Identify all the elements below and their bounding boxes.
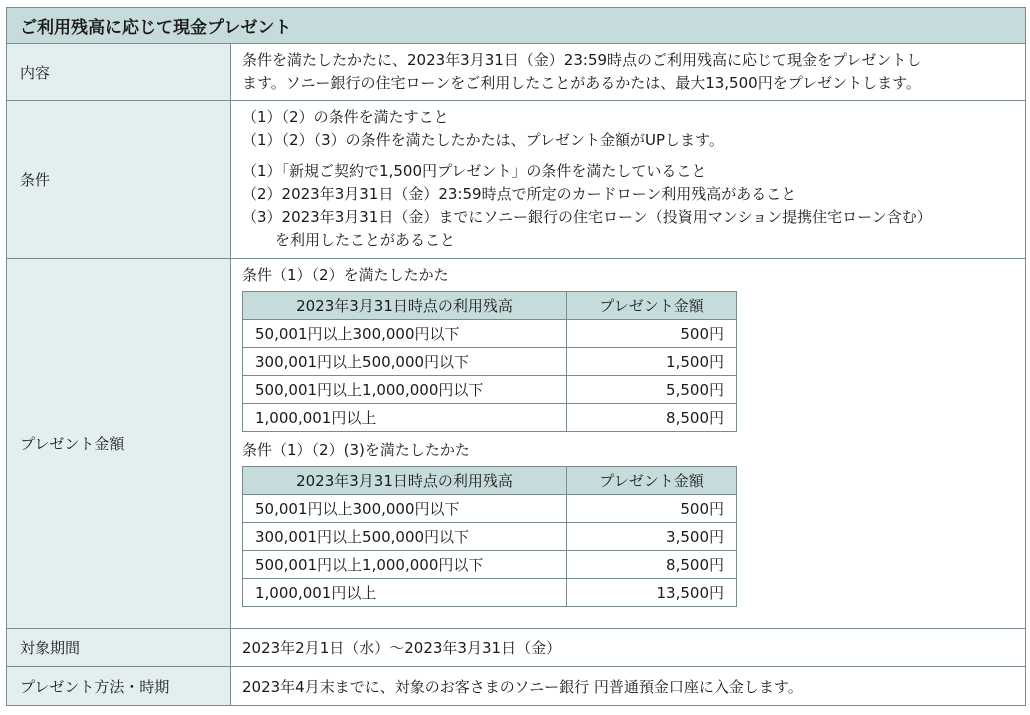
amount-cell: 8,500円 <box>567 551 737 579</box>
row-label-method: プレゼント方法・時期 <box>7 667 231 705</box>
amount-table-2-header-amount: プレゼント金額 <box>567 467 737 495</box>
amount-table-2-header-balance: 2023年3月31日時点の利用残高 <box>243 467 567 495</box>
condition-item-3-cont: を利用したことがあること <box>275 231 456 249</box>
balance-cell: 300,001円以上500,000円以下 <box>243 523 567 551</box>
table-title: ご利用残高に応じて現金プレゼント <box>7 8 1025 44</box>
content-line-2: ます。ソニー銀行の住宅ローンをご利用したことがあるかたは、最大13,500円をプレゼントします。 <box>242 74 921 92</box>
row-value-conditions <box>231 101 1025 258</box>
row-label-period: 対象期間 <box>7 629 231 666</box>
table-row <box>243 551 737 579</box>
conditions-intro-2: （1）（2）（3）の条件を満たしたかたは、プレゼント金額がUPします。 <box>242 131 724 149</box>
amount-cell: 5,500円 <box>567 376 737 404</box>
amount-cell: 500円 <box>567 495 737 523</box>
balance-cell: 50,001円以上300,000円以下 <box>243 320 567 348</box>
amount-cell: 8,500円 <box>567 404 737 432</box>
row-label-amount: プレゼント金額 <box>7 259 231 628</box>
period-text: 2023年2月1日（水）～2023年3月31日（金） <box>242 639 562 657</box>
condition-item-2: （2）2023年3月31日（金）23:59時点で所定のカードローン利用残高があること <box>242 185 797 203</box>
row-value-method <box>231 667 1025 705</box>
amount-cell: 500円 <box>567 320 737 348</box>
amount-table-1 <box>242 291 737 432</box>
amount-table-1-caption: 条件（1）（2）を満たしたかた <box>242 266 449 284</box>
row-value-content <box>231 44 1025 100</box>
table-row <box>243 320 737 348</box>
balance-cell: 500,001円以上1,000,000円以下 <box>243 551 567 579</box>
campaign-table <box>6 7 1026 706</box>
row-value-amount <box>231 259 1025 628</box>
balance-cell: 300,001円以上500,000円以下 <box>243 348 567 376</box>
amount-table-2-caption: 条件（1）（2）(3)を満たしたかた <box>242 441 470 459</box>
content-line-1: 条件を満たしたかたに、2023年3月31日（金）23:59時点のご利用残高に応じて現金をプレゼントし <box>242 51 922 69</box>
amount-cell: 13,500円 <box>567 579 737 607</box>
amount-cell: 1,500円 <box>567 348 737 376</box>
condition-item-3: （3）2023年3月31日（金）までにソニー銀行の住宅ローン（投資用マンション提携住宅ローン含む） <box>242 208 932 226</box>
amount-cell: 3,500円 <box>567 523 737 551</box>
amount-table-1-header-balance: 2023年3月31日時点の利用残高 <box>243 292 567 320</box>
row-content <box>7 44 1025 101</box>
method-text: 2023年4月末までに、対象のお客さまのソニー銀行 円普通預金口座に入金します。 <box>242 677 803 696</box>
condition-item-1: （1）「新規ご契約で1,500円プレゼント」の条件を満たしていること <box>242 162 707 180</box>
balance-cell: 1,000,001円以上 <box>243 579 567 607</box>
table-row <box>243 495 737 523</box>
balance-cell: 50,001円以上300,000円以下 <box>243 495 567 523</box>
table-row <box>243 523 737 551</box>
row-amount <box>7 259 1025 629</box>
row-label-content: 内容 <box>7 44 231 100</box>
conditions-intro-1: （1）（2）の条件を満たすこと <box>242 108 449 126</box>
row-label-conditions: 条件 <box>7 101 231 258</box>
balance-cell: 500,001円以上1,000,000円以下 <box>243 376 567 404</box>
row-conditions <box>7 101 1025 259</box>
amount-table-2 <box>242 466 737 607</box>
row-method <box>7 667 1025 705</box>
table-row <box>243 376 737 404</box>
balance-cell: 1,000,001円以上 <box>243 404 567 432</box>
row-value-period <box>231 629 1025 666</box>
amount-table-1-header-amount: プレゼント金額 <box>567 292 737 320</box>
table-row <box>243 348 737 376</box>
row-period <box>7 629 1025 667</box>
table-row <box>243 579 737 607</box>
table-row <box>243 404 737 432</box>
